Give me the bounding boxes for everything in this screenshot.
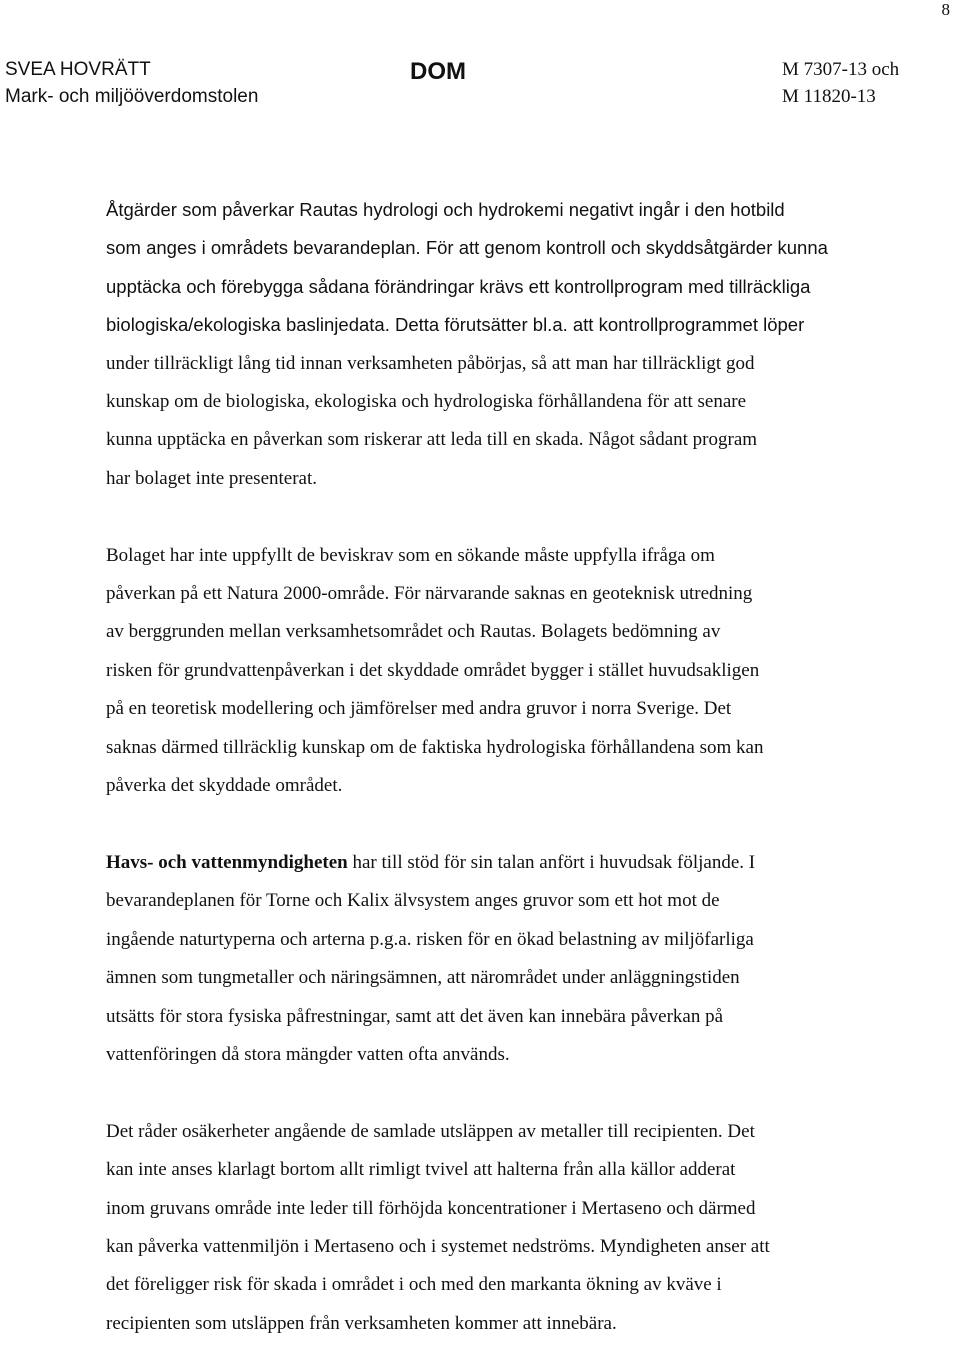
header-left (5, 56, 258, 110)
court-name: SVEA HOVRÄTT (5, 59, 151, 80)
text-line: ingående naturtyperna och arterna p.g.a. risken för en ökad belastning av miljöfarliga (106, 928, 754, 950)
text-line: kunskap om de biologiska, ekologiska och hydrologiska förhållandena för att senare (106, 391, 747, 413)
paragraph-2 (106, 537, 906, 806)
paragraph-3 (106, 844, 906, 1074)
text-line: vattenföringen då stora mängder vatten ofta används. (106, 1043, 510, 1065)
text-line: påverka det skyddade området. (106, 775, 343, 797)
text-line (106, 844, 906, 882)
text-line: under tillräckligt lång tid innan verksamheten påbörjas, så att man har tillräckligt god (106, 352, 755, 374)
text-line: utsätts för stora fysiska påfrestningar, samt att det även kan innebära påverkan på (106, 1005, 724, 1027)
text-line: risken för grundvattenpåverkan i det skyddade området bygger i stället huvudsakligen (106, 659, 760, 681)
first-line-rest: har till stöd för sin talan anfört i huvudsak följande. I (347, 851, 756, 873)
text-line: har bolaget inte presenterat. (106, 467, 318, 489)
text-line: Bolaget har inte uppfyllt de beviskrav som en sökande måste uppfylla ifråga om (106, 544, 715, 566)
paragraph-1 (106, 191, 906, 498)
text-line: på en teoretisk modellering och jämförelser med andra gruvor i norra Sverige. Det (106, 698, 732, 720)
document-body (106, 191, 906, 1343)
court-division: Mark- och miljööverdomstolen (5, 86, 259, 107)
text-line: som anges i områdets bevarandeplan. För att genom kontroll och skyddsåtgärder kunna (106, 237, 828, 259)
text-line: inom gruvans område inte leder till förhöjda koncentrationer i Mertaseno och därmed (106, 1197, 756, 1219)
text-line: det föreligger risk för skada i området i och med den markanta ökning av kväve i (106, 1274, 722, 1296)
text-line: bevarandeplanen för Torne och Kalix älvsystem anges gruvor som ett hot mot de (106, 890, 720, 912)
text-line: påverkan på ett Natura 2000-område. För närvarande saknas en geoteknisk utredning (106, 583, 753, 605)
party-name: Havs- och vattenmyndigheten (106, 851, 348, 873)
paragraph-4 (106, 1113, 906, 1343)
case-number-2: M 11820-13 (782, 86, 876, 107)
text-line: biologiska/ekologiska baslinjedata. Detta förutsätter bl.a. att kontrollprogrammet löper (106, 314, 805, 336)
text-line: kan inte anses klarlagt bortom allt rimligt tvivel att halterna från alla källor adderat (106, 1159, 736, 1181)
text-line: upptäcka och förebygga sådana förändringar krävs ett kontrollprogram med tillräckliga (106, 275, 811, 297)
text-line: Åtgärder som påverkar Rautas hydrologi och hydrokemi negativt ingår i den hotbild (106, 199, 785, 220)
text-line: Det råder osäkerheter angående de samlade utsläppen av metaller till recipienten. Det (106, 1120, 755, 1142)
text-line: kan påverka vattenmiljön i Mertaseno och i systemet nedströms. Myndigheten anser att (106, 1235, 770, 1257)
text-line: kunna upptäcka en påverkan som riskerar att leda till en skada. Något sådant program (106, 429, 758, 451)
document-header (5, 56, 927, 110)
text-line: recipienten som utsläppen från verksamheten kommer att innebära. (106, 1312, 617, 1334)
text-line: av berggrunden mellan verksamhetsområdet och Rautas. Bolagets bedömning av (106, 621, 721, 643)
page-number: 8 (941, 0, 950, 19)
text-line: ämnen som tungmetaller och näringsämnen, att närområdet under anläggningstiden (106, 967, 740, 989)
text-line: saknas därmed tillräcklig kunskap om de faktiska hydrologiska förhållandena som kan (106, 736, 764, 758)
case-number-1: M 7307-13 och (782, 59, 900, 80)
document-type: DOM (410, 58, 466, 85)
header-right (782, 56, 899, 110)
